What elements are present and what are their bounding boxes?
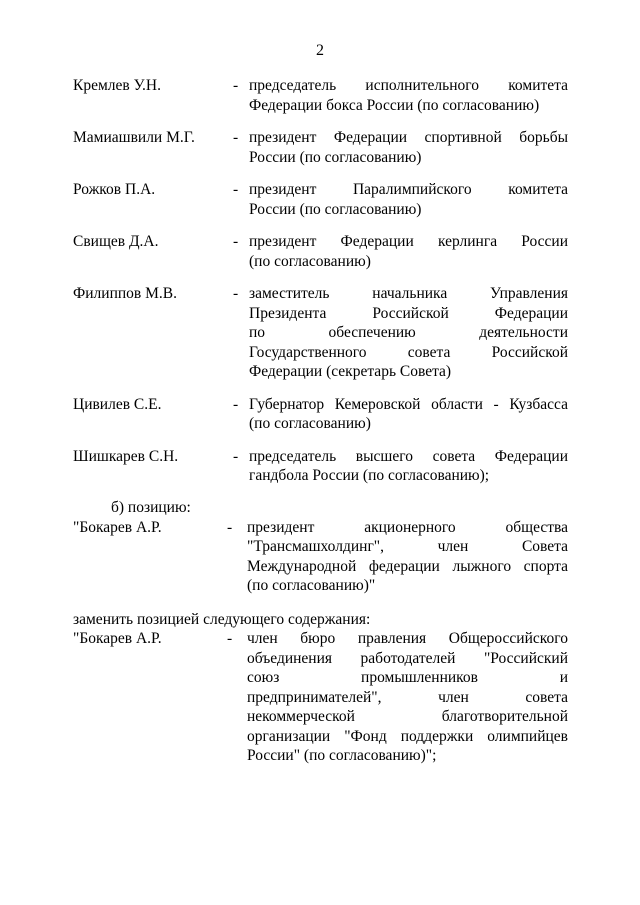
description-line: Международной федерации лыжного спорта: [247, 557, 568, 575]
replacement-description: [247, 629, 568, 766]
description-line: организации "Фонд поддержки олимпийцев: [247, 727, 568, 745]
replacement-intro: заменить позицией следующего содержания:: [73, 610, 371, 628]
member-dash: -: [233, 77, 239, 94]
description-line: гандбола России (по согласованию);: [249, 467, 490, 484]
member-name: Мамиашвили М.Г.: [73, 129, 195, 146]
member-description: [249, 447, 568, 486]
description-line: Федерации бокса России (по согласованию): [249, 96, 540, 114]
description-line: Президента Российской Федерации: [249, 304, 568, 322]
member-dash: -: [233, 129, 239, 146]
member-entry: [73, 128, 568, 167]
description-line: председатель высшего совета Федерации: [249, 447, 568, 465]
description-line: Губернатор Кемеровской области - Кузбасса: [249, 395, 568, 413]
member-entry: [73, 395, 568, 434]
replacement-name: "Бокарев А.Р.: [73, 630, 162, 647]
position-b-entry: [73, 518, 568, 596]
position-b-dash: -: [227, 518, 233, 536]
member-entry: [73, 180, 568, 219]
description-line: председатель исполнительного комитета: [249, 77, 568, 94]
member-description: [249, 395, 568, 434]
member-entry: [73, 447, 568, 486]
member-name: Цивилев С.Е.: [73, 395, 162, 413]
description-line: России (по согласованию): [249, 200, 422, 218]
description-line: некоммерческой благотворительной: [247, 708, 568, 725]
member-dash: -: [233, 395, 239, 413]
description-line: "Трансмашхолдинг", член Совета: [247, 538, 568, 555]
description-line: член бюро правления Общероссийского: [247, 630, 568, 647]
position-b-name: "Бокарев А.Р.: [73, 518, 162, 536]
description-line: Федерации (секретарь Совета): [249, 363, 452, 380]
description-line: президент Федерации спортивной борьбы: [249, 129, 568, 146]
description-line: России" (по согласованию)";: [247, 747, 437, 764]
member-description: [249, 180, 568, 219]
member-dash: -: [233, 285, 239, 302]
member-dash: -: [233, 233, 239, 250]
description-line: президент Паралимпийского комитета: [249, 181, 568, 198]
member-list: [73, 76, 568, 499]
description-line: союз промышленников и: [247, 669, 568, 686]
member-description: [249, 232, 568, 271]
member-description: [249, 128, 568, 167]
member-name: Филиппов М.В.: [73, 285, 177, 302]
description-line: предпринимателей", член совета: [247, 688, 568, 706]
member-name: Рожков П.А.: [73, 181, 156, 198]
member-entry: [73, 232, 568, 271]
member-dash: -: [233, 181, 239, 198]
description-line: (по согласованию): [249, 415, 371, 432]
description-line: заместитель начальника Управления: [249, 285, 568, 302]
member-entry: [73, 284, 568, 382]
member-description: [249, 284, 568, 382]
description-line: объединения работодателей "Российский: [247, 649, 568, 667]
page-number: 2: [316, 42, 324, 59]
description-line: России (по согласованию): [249, 148, 422, 166]
member-name: Шишкарев С.Н.: [73, 447, 179, 465]
description-line: (по согласованию)": [247, 577, 376, 594]
replacement-dash: -: [227, 630, 233, 647]
description-line: президент акционерного общества: [247, 518, 568, 536]
position-b-intro: б) позицию:: [111, 499, 191, 516]
member-entry: [73, 76, 568, 115]
position-b-description: [247, 518, 568, 596]
replacement-entry: [73, 629, 568, 766]
member-name: Свищев Д.А.: [73, 233, 159, 250]
description-line: (по согласованию): [249, 252, 371, 270]
description-line: Государственного совета Российской: [249, 343, 568, 361]
description-line: по обеспечению деятельности: [249, 324, 568, 341]
amendment-block: [73, 498, 568, 766]
member-name: Кремлев У.Н.: [73, 77, 161, 94]
member-description: [249, 76, 568, 115]
member-dash: -: [233, 447, 239, 465]
description-line: президент Федерации керлинга России: [249, 233, 568, 250]
